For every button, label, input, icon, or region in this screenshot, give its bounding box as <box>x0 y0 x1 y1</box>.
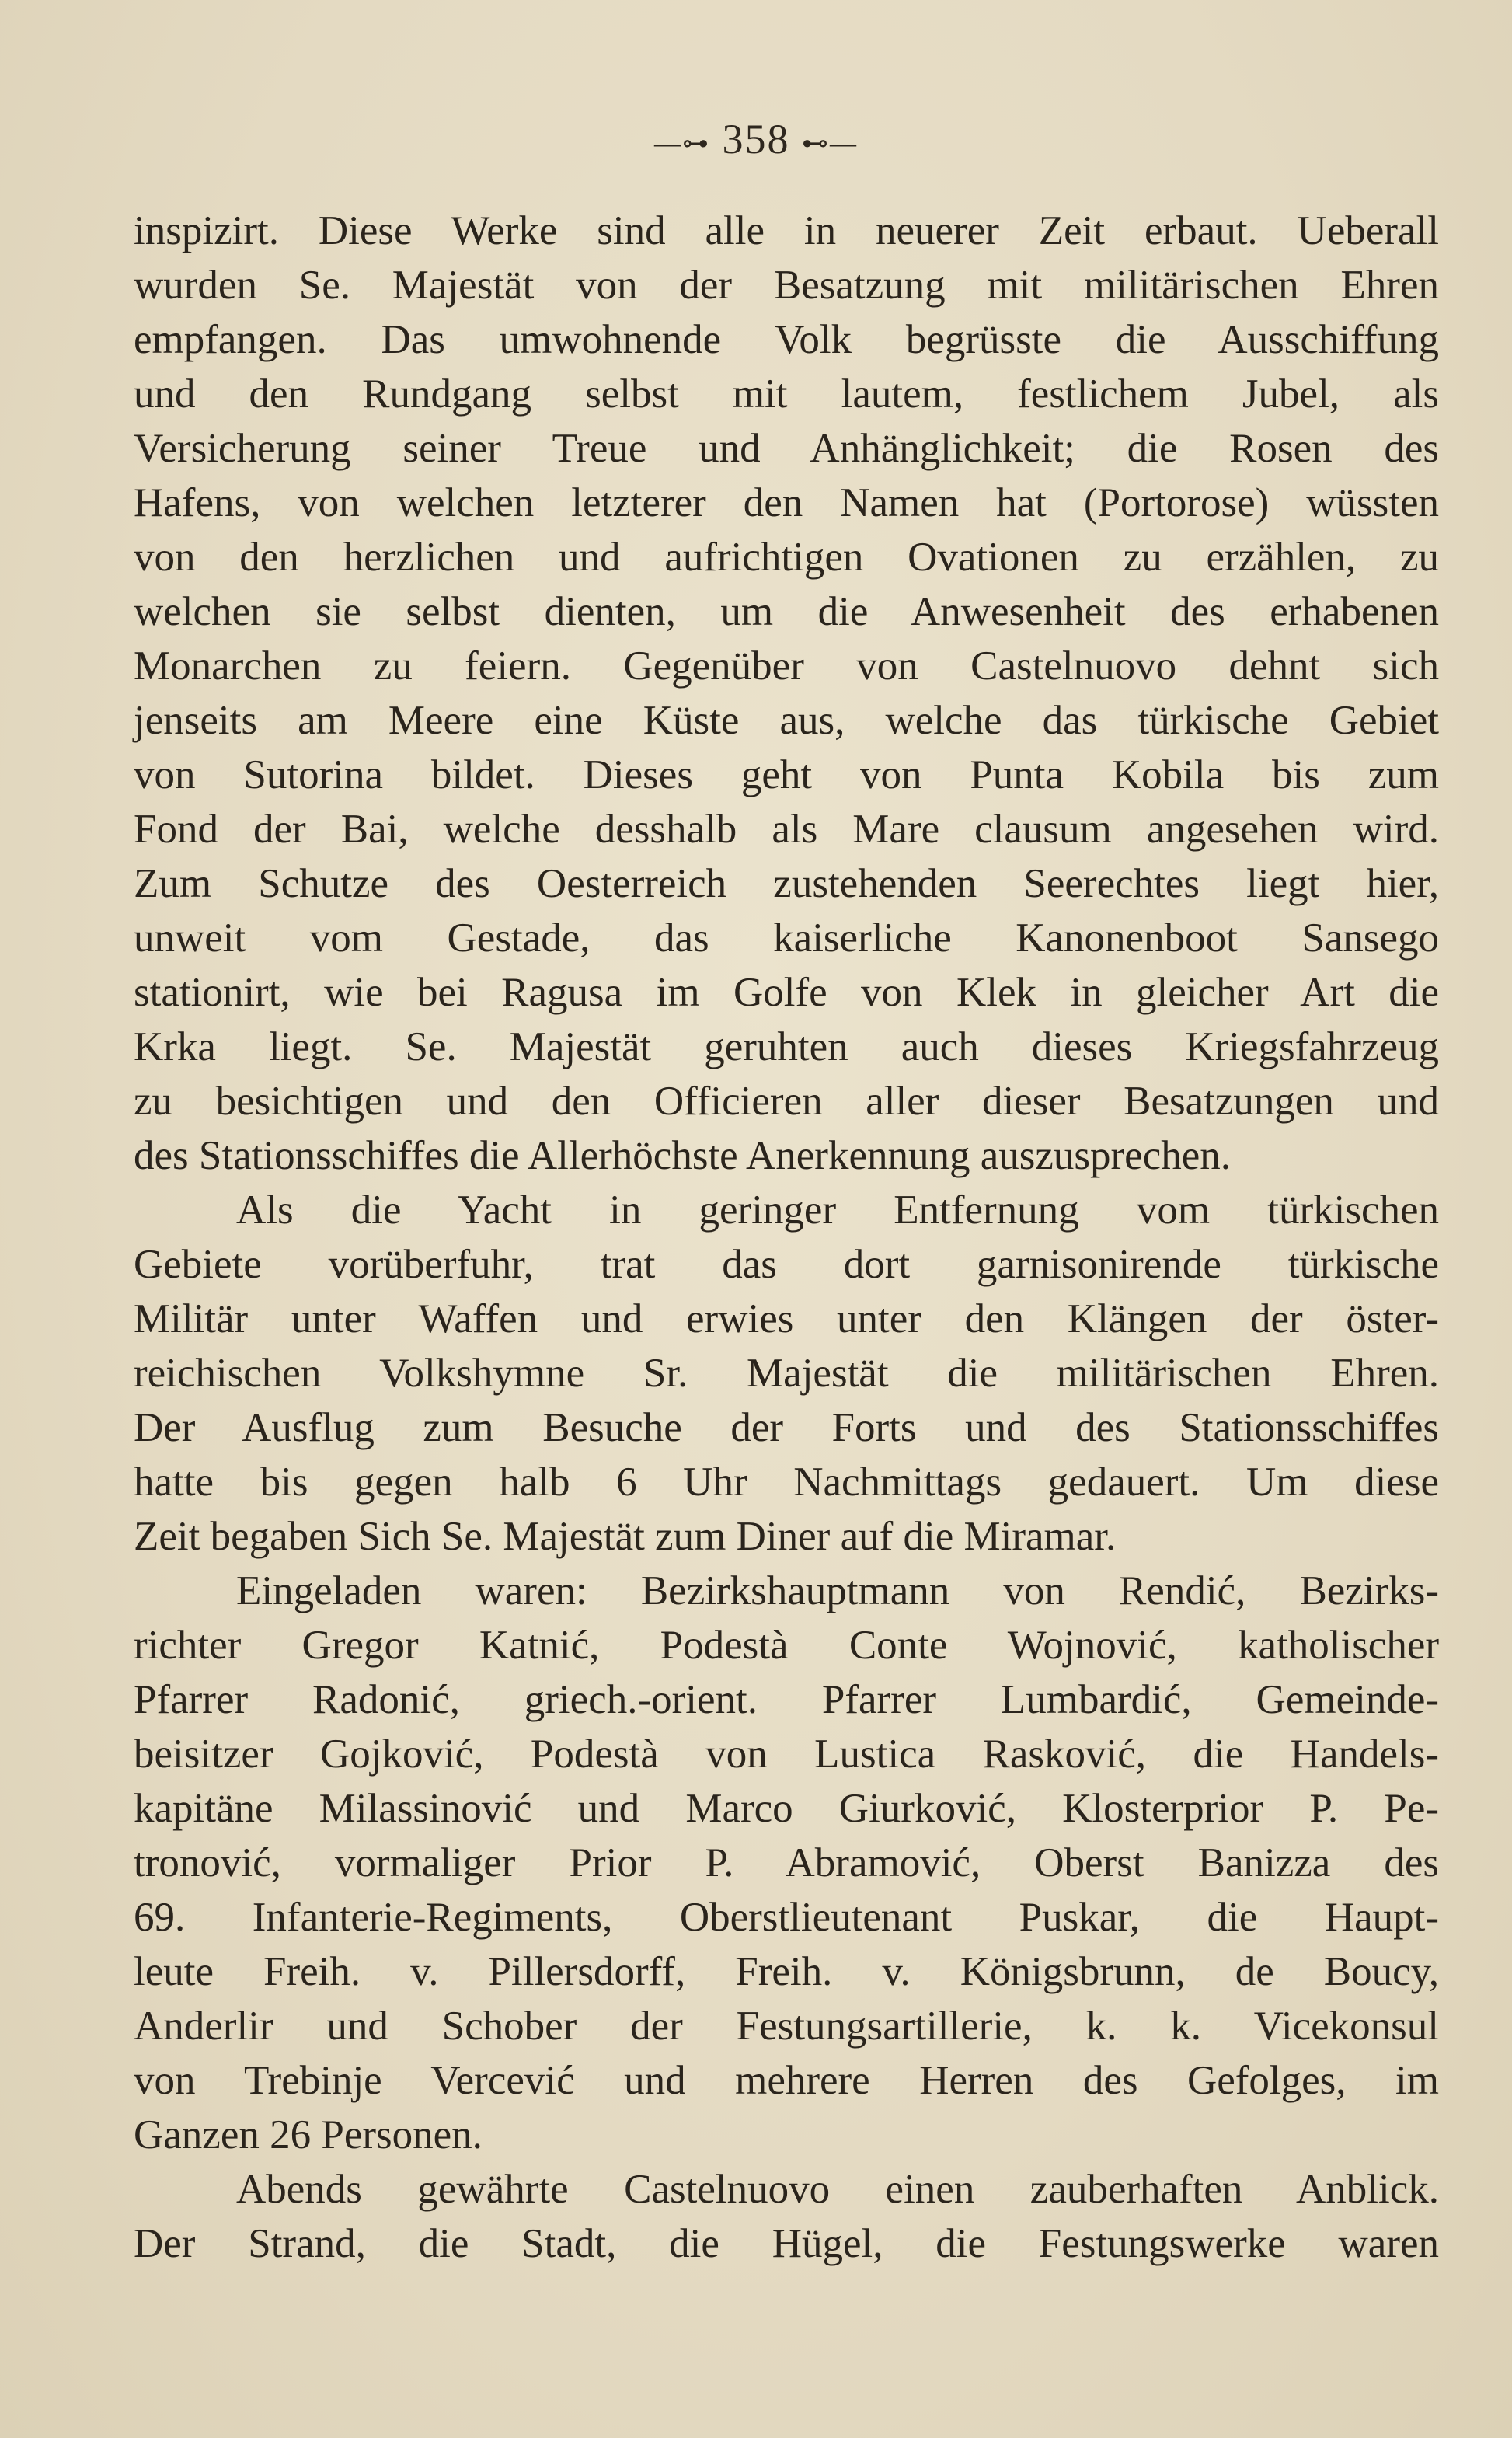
text-line: inspizirt. Diese Werke sind alle in neuerer Zeit erbaut. Ueberall <box>134 208 1439 253</box>
text-line: Versicherung seiner Treue und Anhänglichkeit; die Rosen des <box>134 426 1439 471</box>
text-line: welchen sie selbst dienten, um die Anwesenheit des erhabenen <box>134 589 1439 634</box>
text-line: Hafens, von welchen letzterer den Namen hat (Portorose) wüssten <box>134 480 1439 525</box>
text-line: Anderlir und Schober der Festungsartillerie, k. k. Vicekonsul <box>134 2004 1439 2049</box>
page-header <box>0 115 1512 163</box>
text-line: Abends gewährte Castelnuovo einen zauberhaften Anblick. <box>236 2167 1439 2212</box>
text-line: kapitäne Milassinović und Marco Giurković, Klosterprior P. Pe- <box>134 1786 1439 1831</box>
text-line: Militär unter Waffen und erwies unter den Klängen der öster- <box>134 1296 1439 1341</box>
text-line: leute Freih. v. Pillersdorff, Freih. v. Königsbrunn, de Boucy, <box>134 1949 1439 1994</box>
text-line: Der Ausflug zum Besuche der Forts und des Stationsschiffes <box>134 1405 1439 1450</box>
text-line: reichischen Volkshymne Sr. Majestät die militärischen Ehren. <box>134 1351 1439 1396</box>
text-line: richter Gregor Katnić, Podestà Conte Wojnović, katholischer <box>134 1623 1439 1668</box>
text-line: stationirt, wie bei Ragusa im Golfe von Klek in gleicher Art die <box>134 970 1439 1015</box>
ornament-right: ⊷— <box>802 129 858 159</box>
text-line: tronović, vormaliger Prior P. Abramović, Oberst Banizza des <box>134 1840 1439 1885</box>
text-line: unweit vom Gestade, das kaiserliche Kanonenboot Sansego <box>134 916 1439 961</box>
text-line: Als die Yacht in geringer Entfernung vom türkischen <box>236 1188 1439 1233</box>
text-line: Zum Schutze des Oesterreich zustehenden Seerechtes liegt hier, <box>134 861 1439 906</box>
text-line: Gebiete vorüberfuhr, trat das dort garnisonirende türkische <box>134 1242 1439 1287</box>
ornament-left: —⊶ <box>654 129 710 159</box>
text-line: 69. Infanterie-Regiments, Oberstlieutenant Puskar, die Haupt- <box>134 1895 1439 1940</box>
text-line: Pfarrer Radonić, griech.-orient. Pfarrer Lumbardić, Gemeinde- <box>134 1677 1439 1722</box>
page-number: 358 <box>722 116 790 162</box>
text-line: wurden Se. Majestät von der Besatzung mit militärischen Ehren <box>134 263 1439 308</box>
text-line: Zeit begaben Sich Se. Majestät zum Diner auf die Miramar. <box>134 1514 1117 1559</box>
text-line: von den herzlichen und aufrichtigen Ovationen zu erzählen, zu <box>134 535 1439 580</box>
text-line: von Trebinje Vercević und mehrere Herren des Gefolges, im <box>134 2058 1439 2103</box>
body-text <box>134 204 1439 2271</box>
text-line: Eingeladen waren: Bezirkshauptmann von Rendić, Bezirks- <box>236 1568 1439 1613</box>
text-line: des Stationsschiffes die Allerhöchste Anerkennung auszusprechen. <box>134 1133 1232 1178</box>
text-line: jenseits am Meere eine Küste aus, welche das türkische Gebiet <box>134 698 1439 743</box>
text-line: Monarchen zu feiern. Gegenüber von Castelnuovo dehnt sich <box>134 644 1439 689</box>
text-line: Fond der Bai, welche desshalb als Mare clausum angesehen wird. <box>134 807 1439 852</box>
text-line: von Sutorina bildet. Dieses geht von Punta Kobila bis zum <box>134 752 1439 797</box>
text-line: zu besichtigen und den Officieren aller dieser Besatzungen und <box>134 1079 1439 1124</box>
text-line: Krka liegt. Se. Majestät geruhten auch dieses Kriegsfahrzeug <box>134 1024 1439 1069</box>
text-line: beisitzer Gojković, Podestà von Lustica Rasković, die Handels- <box>134 1732 1439 1777</box>
text-line: Ganzen 26 Personen. <box>134 2112 483 2157</box>
text-line: empfangen. Das umwohnende Volk begrüsste die Ausschiffung <box>134 317 1439 362</box>
text-line: hatte bis gegen halb 6 Uhr Nachmittags gedauert. Um diese <box>134 1460 1439 1505</box>
text-line: und den Rundgang selbst mit lautem, festlichem Jubel, als <box>134 371 1439 417</box>
text-line: Der Strand, die Stadt, die Hügel, die Festungswerke waren <box>134 2221 1439 2266</box>
